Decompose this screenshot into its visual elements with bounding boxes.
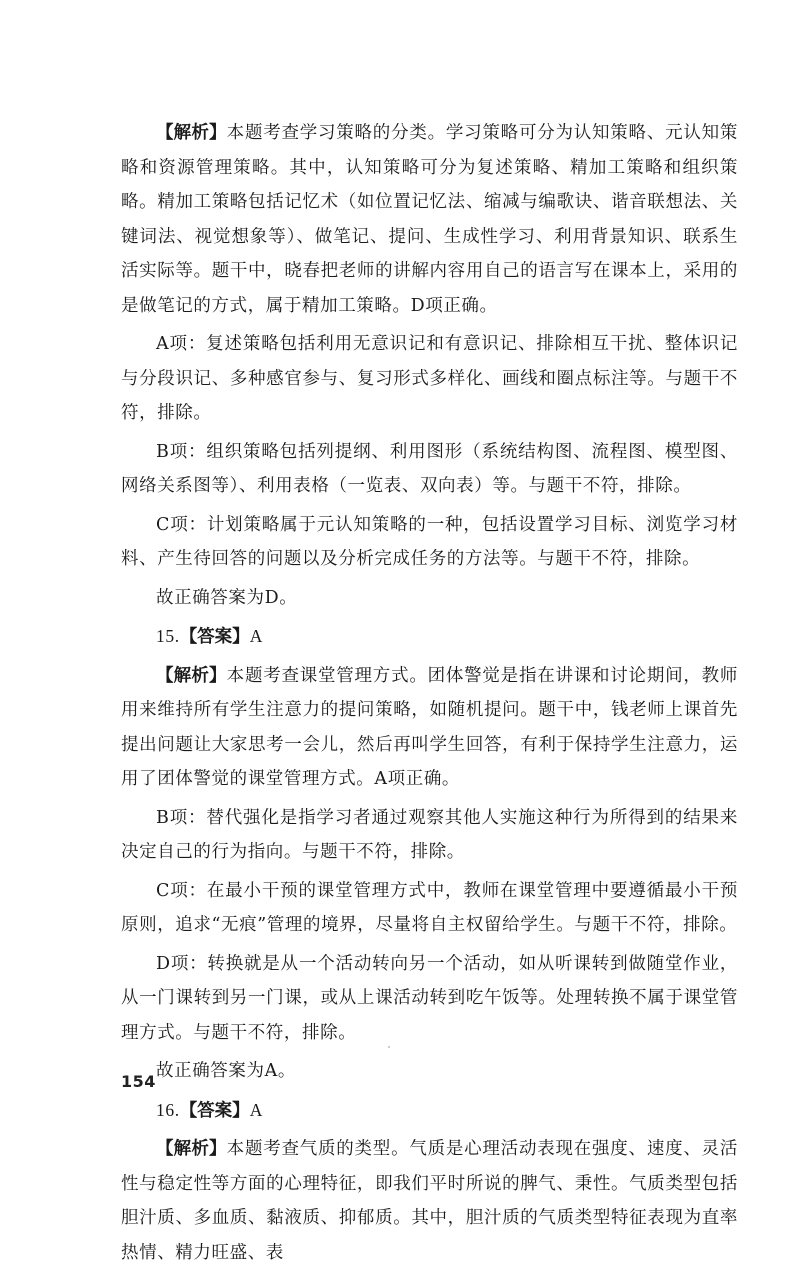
page-body — [121, 116, 738, 1270]
question-number: 15. — [156, 626, 180, 646]
answer-tag: 【答案】 — [179, 627, 250, 647]
paragraph-analysis-14 — [121, 116, 738, 323]
scan-speck — [388, 1046, 390, 1048]
paragraph-text: A项：复述策略包括利用无意识记和有意识记、排除相互干扰、整体识记与分段识记、多种感官参与、复习形式多样化、画线和圈点标注等。与题干不符，排除。 — [121, 334, 738, 423]
paragraph-text: 故正确答案为D。 — [156, 587, 298, 608]
paragraph-text: C项：在最小干预的课堂管理方式中，教师在课堂管理中要遵循最小干预原则，追求“无痕”管理的境界，尽量将自主权留给学生。与题干不符，排除。 — [121, 880, 738, 935]
paragraph-text: D项：转换就是从一个活动转向另一个活动，如从听课转到做随堂作业，从一门课转到另一门课，或从上课活动转到吃午饭等。处理转换不属于课堂管理方式。与题干不符，排除。 — [121, 953, 738, 1043]
question-number: 16. — [156, 1099, 180, 1120]
paragraph-option-b-15 — [121, 801, 738, 870]
paragraph-text: 本题考查学习策略的分类。学习策略可分为认知策略、元认知策略和资源管理策略。其中，认知策略可分为复述策略、精加工策略和组织策略。精加工策略包括记忆术（如位置记忆法、缩减与编歌诀、谐音联想法、关键词法、视觉想象等）、做笔记、提问、生成性学习、利用背景知识、联系生活实际等。题干中，晓春把老师的讲解内容用自己的语言写在课本上，采用的是做笔记的方式，属于精加工策略。D项正确。 — [121, 123, 738, 316]
paragraph-option-c — [121, 508, 738, 577]
analysis-tag: 【解析】 — [156, 1139, 227, 1159]
paragraph-option-b — [121, 435, 738, 504]
analysis-tag: 【解析】 — [156, 665, 227, 686]
paragraph-analysis-16 — [121, 1132, 738, 1270]
answer-letter: A — [249, 626, 263, 646]
paragraph-text: B项：替代强化是指学习者通过观察其他人实施这种行为所得到的结果来决定自己的行为指向。与题干不符，排除。 — [121, 807, 738, 862]
paragraph-option-c-15 — [121, 874, 738, 943]
paragraph-analysis-15 — [121, 659, 738, 797]
page-number: 154 — [121, 1072, 156, 1091]
answer-heading-15 — [121, 619, 738, 655]
paragraph-conclusion-14 — [121, 581, 738, 616]
paragraph-text: 本题考查气质的类型。气质是心理活动表现在强度、速度、灵活性与稳定性等方面的心理特征，即我们平时所说的脾气、秉性。气质类型包括胆汁质、多血质、黏液质、抑郁质。其中，胆汁质的气质类型特征表现为直率热情、精力旺盛、表 — [121, 1139, 738, 1263]
paragraph-option-d-15 — [121, 947, 738, 1051]
paragraph-text: 故正确答案为A。 — [156, 1061, 296, 1081]
paragraph-text: B项：组织策略包括列提纲、利用图形（系统结构图、流程图、模型图、网络关系图等）、利用表格（一览表、双向表）等。与题干不符，排除。 — [121, 441, 738, 496]
answer-letter: A — [249, 1099, 263, 1120]
answer-tag: 【答案】 — [179, 1100, 250, 1121]
analysis-tag: 【解析】 — [156, 123, 227, 143]
paragraph-option-a — [121, 327, 738, 431]
paragraph-text: 本题考查课堂管理方式。团体警觉是指在讲课和讨论期间，教师用来维持所有学生注意力的提问策略，如随机提问。题干中，钱老师上课首先提出问题让大家思考一会儿，然后再叫学生回答，有利于保持学生注意力，运用了团体警觉的课堂管理方式。A项正确。 — [121, 665, 738, 789]
answer-heading-16 — [121, 1093, 738, 1129]
paragraph-conclusion-15 — [121, 1054, 738, 1089]
paragraph-text: C项：计划策略属于元认知策略的一种，包括设置学习目标、浏览学习材料、产生待回答的问题以及分析完成任务的方法等。与题干不符，排除。 — [121, 514, 738, 569]
